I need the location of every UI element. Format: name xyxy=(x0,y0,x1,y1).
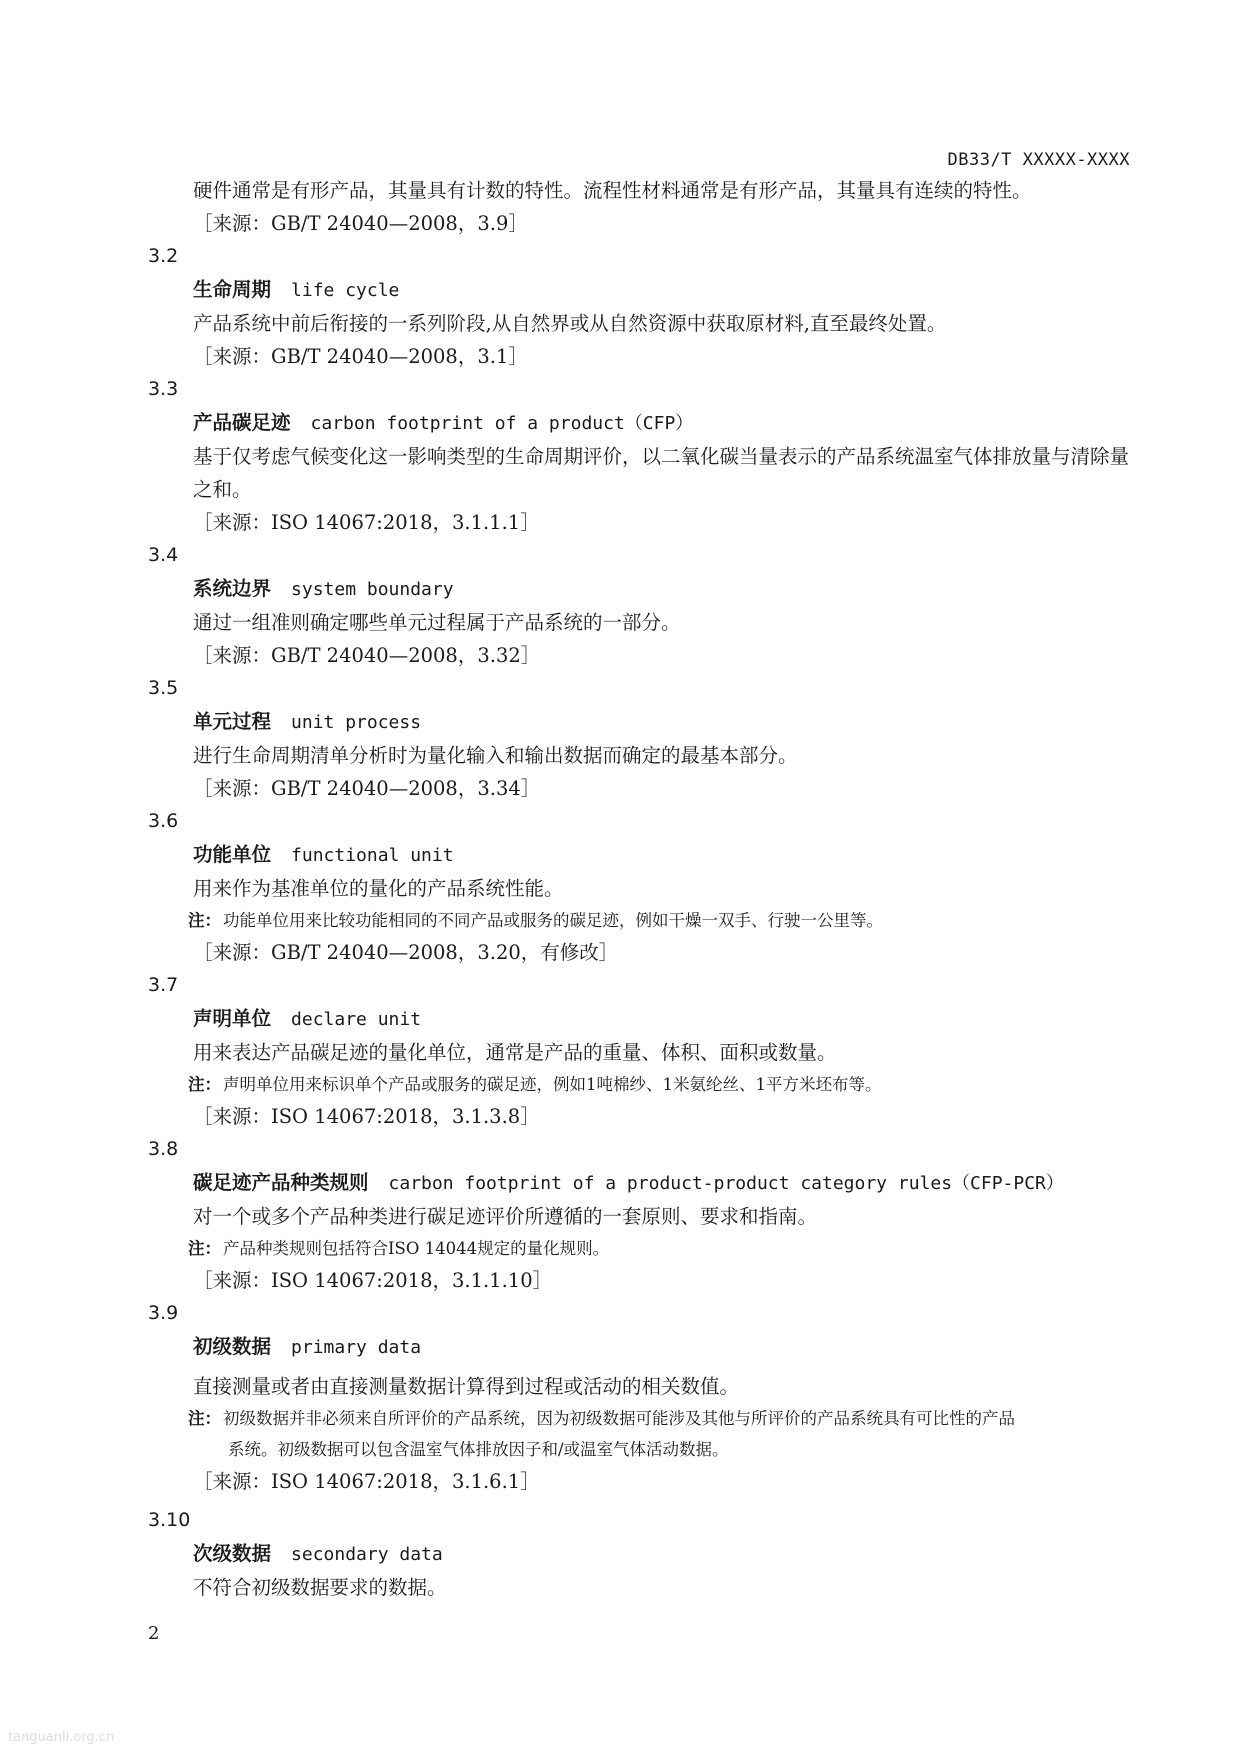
term-source: ［来源：GB/T 24040—2008，3.34］ xyxy=(193,777,541,800)
term-en: system boundary xyxy=(291,579,454,600)
note-label: 注： xyxy=(188,1239,221,1258)
note-label: 注： xyxy=(188,1409,221,1428)
term-zh: 声明单位 xyxy=(193,1007,272,1030)
note-label: 注： xyxy=(188,911,221,930)
term-zh: 系统边界 xyxy=(193,577,272,600)
watermark: tanguanli.org.cn xyxy=(8,1730,115,1745)
term-heading xyxy=(148,406,1130,440)
clause-number: 3.10 xyxy=(148,1509,191,1531)
intro-text: 硬件通常是有形产品，其量具有计数的特性。流程性材料通常是有形产品，其量具有连续的特性。 xyxy=(193,179,1032,202)
clause-number: 3.7 xyxy=(148,974,179,996)
term-zh: 产品碳足迹 xyxy=(193,411,291,434)
document-content xyxy=(148,174,1130,1604)
document-code: DB33/T XXXXX-XXXX xyxy=(947,150,1130,170)
note-text: 声明单位用来标识单个产品或服务的碳足迹，例如1吨棉纱、1米氨纶丝、1平方米坯布等。 xyxy=(223,1075,882,1094)
term-note xyxy=(148,1233,1130,1264)
term-en: carbon footprint of a product（CFP） xyxy=(310,413,694,434)
term-en: unit process xyxy=(291,712,422,733)
term-source: ［来源：ISO 14067:2018，3.1.3.8］ xyxy=(193,1105,540,1128)
term-definition: 直接测量或者由直接测量数据计算得到过程或活动的相关数值。 xyxy=(193,1375,740,1398)
term-definition xyxy=(148,440,1130,506)
note-text: 功能单位用来比较功能相同的不同产品或服务的碳足迹，例如干燥一双手、行驶一公里等。 xyxy=(223,911,883,930)
term-en: carbon footprint of a product-product category rules（CFP-PCR） xyxy=(388,1173,1064,1194)
term-en: declare unit xyxy=(291,1009,422,1030)
term-zh: 单元过程 xyxy=(193,710,272,733)
term-heading xyxy=(148,838,1130,872)
term-source: ［来源：ISO 14067:2018，3.1.1.10］ xyxy=(193,1269,553,1292)
term-definition: 对一个或多个产品种类进行碳足迹评价所遵循的一套原则、要求和指南。 xyxy=(193,1205,818,1228)
intro-source: ［来源：GB/T 24040—2008，3.9］ xyxy=(193,212,528,235)
term-heading xyxy=(148,1330,1130,1364)
term-definition-text: 基于仅考虑气候变化这一影响类型的生命周期评价，以二氧化碳当量表示的产品系统温室气体排放量与清除量之和。 xyxy=(193,445,1130,501)
term-source: ［来源：GB/T 24040—2008，3.1］ xyxy=(193,345,528,368)
term-zh: 碳足迹产品种类规则 xyxy=(193,1171,369,1194)
term-zh: 次级数据 xyxy=(193,1542,272,1565)
term-definition: 进行生命周期清单分析时为量化输入和输出数据而确定的最基本部分。 xyxy=(193,744,798,767)
term-source: ［来源：GB/T 24040—2008，3.20，有修改］ xyxy=(193,941,619,964)
term-definition: 不符合初级数据要求的数据。 xyxy=(193,1576,447,1599)
term-note-continuation: 系统。初级数据可以包含温室气体排放因子和/或温室气体活动数据。 xyxy=(228,1440,729,1459)
term-zh: 初级数据 xyxy=(193,1335,272,1358)
clause-number: 3.6 xyxy=(148,810,179,832)
term-en: functional unit xyxy=(291,845,454,866)
term-source: ［来源：ISO 14067:2018，3.1.6.1］ xyxy=(193,1470,540,1493)
term-en: primary data xyxy=(291,1337,422,1358)
clause-number: 3.8 xyxy=(148,1138,179,1160)
term-zh: 生命周期 xyxy=(193,278,272,301)
term-zh: 功能单位 xyxy=(193,843,272,866)
clause-number: 3.3 xyxy=(148,378,179,400)
term-heading xyxy=(148,1537,1130,1571)
term-heading xyxy=(148,705,1130,739)
term-note xyxy=(148,1069,1130,1100)
term-note xyxy=(148,1403,1130,1434)
term-heading xyxy=(148,1002,1130,1036)
term-source: ［来源：GB/T 24040—2008，3.32］ xyxy=(193,644,541,667)
clause-number: 3.4 xyxy=(148,544,179,566)
term-definition: 产品系统中前后衔接的一系列阶段,从自然界或从自然资源中获取原材料,直至最终处置。 xyxy=(193,312,947,335)
term-en: life cycle xyxy=(291,280,400,301)
term-definition: 通过一组准则确定哪些单元过程属于产品系统的一部分。 xyxy=(193,611,681,634)
page-number: 2 xyxy=(148,1623,160,1644)
note-text: 产品种类规则包括符合ISO 14044规定的量化规则。 xyxy=(223,1239,610,1258)
term-heading xyxy=(148,273,1130,307)
term-definition: 用来表达产品碳足迹的量化单位，通常是产品的重量、体积、面积或数量。 xyxy=(193,1041,837,1064)
term-definition: 用来作为基准单位的量化的产品系统性能。 xyxy=(193,877,564,900)
note-label: 注： xyxy=(188,1075,221,1094)
term-note xyxy=(148,905,1130,936)
clause-number: 3.9 xyxy=(148,1302,179,1324)
clause-number: 3.2 xyxy=(148,245,179,267)
term-heading xyxy=(148,572,1130,606)
note-text: 初级数据并非必须来自所评价的产品系统，因为初级数据可能涉及其他与所评价的产品系统具有可比性的产品 xyxy=(223,1409,1015,1428)
clause-number: 3.5 xyxy=(148,677,179,699)
term-source: ［来源：ISO 14067:2018，3.1.1.1］ xyxy=(193,511,540,534)
term-en: secondary data xyxy=(291,1544,443,1565)
term-heading xyxy=(148,1166,1130,1200)
